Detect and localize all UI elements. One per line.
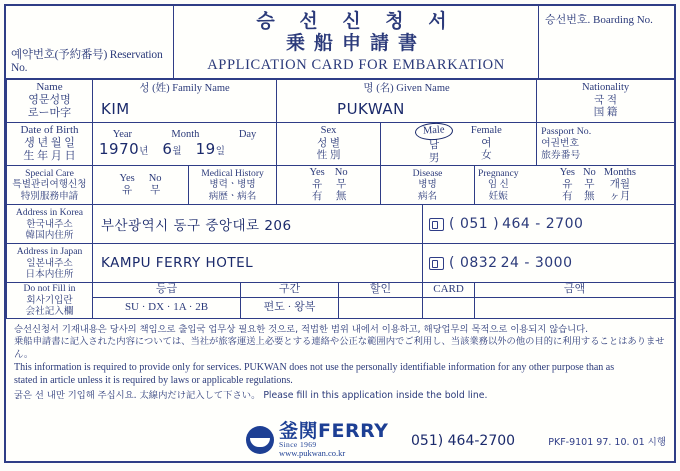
addr-japan-value-cell[interactable] [93,244,423,283]
medical-label-ko: 병력ㆍ병명 [209,179,256,191]
passport-label-ko: 여권번호 [541,137,579,149]
addr-korea-label-en: Address in Korea [15,207,84,219]
addr-japan-value: KAMPU FERRY HOTEL [101,255,254,272]
title-korean: 승 선 신 청 서 [256,9,456,32]
section-label: 구간 [241,283,339,298]
special-care-no[interactable] [149,173,162,198]
medical-history-label-cell [189,165,277,205]
special-care-options[interactable] [93,165,189,205]
discount-value[interactable] [339,297,423,318]
med-no-ko: 무 [336,178,347,190]
footer-line-en1: This information is required to provide only for services. PUKWAN does not use the personally identifiable information for any other purpose than as [14,361,615,373]
name-label-jp: 로ー마字 [27,107,72,120]
embarkation-card [4,4,676,463]
medical-yes[interactable] [309,167,324,204]
disease-label-en: Disease [412,167,443,179]
boarding-no-label: 승선번호. Boarding No. [538,6,674,78]
birth-label-ko: 생 년 월 일 [24,137,75,150]
passport-label-jp: 旅券番号 [541,149,581,161]
month-label: Month [171,128,200,140]
pregnancy-label-ko: 임 신 [487,179,509,191]
family-name-value: KIM [101,100,130,119]
ferry-logo-icon [246,426,274,454]
telephone-icon [429,257,444,270]
nationality-label-ko: 국 적 [594,94,618,106]
male-label-jp: 男 [428,152,440,164]
preg-yes-jp: 有 [562,191,573,203]
months-jp: ヶ月 [609,191,631,203]
pregnancy-inner [475,166,674,205]
day-value: 19 [195,139,216,158]
special-yes-en: Yes [119,172,135,184]
addr-japan-label-ko: 일본내주소 [26,257,73,269]
medical-no[interactable] [335,167,348,204]
addr-korea-label-cell [7,205,93,244]
logo-text-block [279,422,388,457]
birth-label-cell [7,122,93,165]
footer-line-en2: stated in article unless it is required by laws or applicable regulations. [14,375,293,387]
disease-cell[interactable] [381,165,475,205]
form-code: PKF-9101 97. 10. 01 시행 [548,437,666,448]
year-label: Year [112,128,133,140]
company-phone: 051) 464-2700 [411,433,516,449]
special-yes-ko: 유 [122,185,133,197]
given-name-cell[interactable] [277,80,537,123]
sex-options-cell[interactable] [381,122,537,165]
section-value[interactable]: 편도 · 왕복 [241,297,339,318]
special-care-yes[interactable] [119,173,134,198]
name-label-en: Name [36,81,63,94]
med-yes-en: Yes [309,166,325,178]
medical-yesno [277,167,380,204]
logo-since: Since 1969 [279,440,317,449]
card-header [6,6,674,79]
special-care-yesno [93,173,188,198]
addr-korea-label-ko: 한국내주소 [26,218,73,230]
name-label-ko: 영문성명 [28,94,71,107]
addr-japan-label-jp: 日本内住所 [25,269,74,281]
sex-label-cell [277,122,381,165]
row-name [7,80,675,123]
female-label-en: Female [470,125,502,137]
birth-date-cell[interactable] [93,122,277,165]
sex-label-ko: 성 별 [317,137,340,149]
preg-no-jp: 無 [584,191,595,203]
title-block [174,6,538,78]
sex-option-female[interactable] [462,125,511,162]
amount-value[interactable] [475,297,675,318]
year-value: 1970 [99,139,140,158]
footer-line-ko2: 굵은 선 내만 기입해 주십시요. 太線内だけ記入して下さい。 Please fill in this application inside the bold line. [14,389,488,401]
passport-labels [537,124,674,163]
grade-value[interactable]: SU · DX · 1A · 2B [93,297,241,318]
sex-option-male[interactable] [406,123,462,165]
addr-korea-tel-area: ( 051 ) [449,216,500,233]
addr-japan-label-cell [7,244,93,283]
addr-korea-tel-cell[interactable] [423,205,675,244]
pukwan-logo[interactable] [246,422,388,457]
family-name-label: 성 (姓) Family Name [139,83,230,95]
month-ko: 월 [172,146,182,157]
special-no-en: No [148,172,162,184]
pregnancy-cell[interactable] [475,165,675,205]
preg-yes-en: Yes [559,166,575,178]
year-ko: 년 [139,146,149,157]
card-value[interactable] [423,297,475,318]
male-label-ko: 남 [429,140,440,152]
footer-notes [6,319,674,402]
office-label-en: Do not Fill in [23,283,76,295]
sex-labels [277,123,380,165]
footer-line-jp: 乗船申請書に記入された内容については、当社が旅客運送上必要とする連絡や公正な範囲内でご利用し、当該業務以外の他の目的に利用することはありません。 [14,336,665,360]
office-label-jp: 会社記入欄 [25,306,74,318]
disease-labels [381,166,474,205]
preg-yes-ko: 유 [562,178,573,190]
pregnancy-months[interactable] [604,167,636,204]
amount-label: 금액 [475,283,675,298]
male-label-en: Male [415,122,453,141]
female-label-ko: 여 [481,137,492,149]
pregnancy-label-en: Pregnancy [478,167,519,179]
addr-korea-value-cell[interactable] [93,205,423,244]
pregnancy-label-jp: 妊娠 [488,190,508,202]
sex-label-jp: 性 別 [316,150,341,162]
telephone-icon [429,218,444,231]
addr-japan-tel-area: ( 0832 [449,255,498,272]
preg-no-ko: 무 [584,178,595,190]
day-ko: 일 [215,146,225,157]
birth-date-labels [93,128,276,140]
reservation-no-label: 예약번호(予約番号) Reservation No. [6,6,174,78]
sex-options [381,123,536,165]
special-care-label-ko: 특별관리여행신청 [12,179,87,191]
med-yes-jp: 有 [311,191,323,203]
row-office-labels [7,283,675,298]
medical-options[interactable] [277,165,381,205]
disease-label-jp: 病名 [417,190,438,202]
addr-japan-tel-number: 24 - 3000 [500,255,573,272]
name-label-cell [7,80,93,123]
logo-name: 釜関FERRY [279,420,389,442]
sex-label-en: Sex [320,124,337,136]
row-address-korea [7,205,675,244]
logo-url[interactable]: www.pukwan.co.kr [279,447,346,458]
row-birth [7,122,675,165]
birth-label-en: Date of Birth [20,124,79,137]
months-ko: 개월 [609,178,630,190]
medical-label-jp: 病歴ㆍ病名 [208,190,257,202]
given-name-value: PUKWAN [337,100,405,119]
grade-label: 등급 [93,283,241,298]
pregnancy-options [522,166,675,205]
month-value: 6 [162,139,173,158]
medical-label-en: Medical History [201,167,264,179]
special-care-label-cell [7,165,93,205]
row-address-japan [7,244,675,283]
addr-korea-tel-number: 464 - 2700 [502,216,584,233]
nationality-cell[interactable] [537,80,675,123]
med-no-en: No [334,166,348,178]
nationality-label [537,80,674,122]
addr-japan-tel-cell[interactable] [423,244,675,283]
pregnancy-labels [475,166,522,205]
office-label-ko: 회사기입란 [26,294,73,306]
birth-label-jp: 生 年 月 日 [23,150,76,163]
med-yes-ko: 유 [312,178,323,190]
title-english: APPLICATION CARD FOR EMBARKATION [207,57,505,74]
addr-korea-value: 부산광역시 동구 중앙대로 206 [101,218,292,235]
family-name-cell[interactable] [93,80,277,123]
addr-japan-phone [423,255,674,271]
nationality-label-jp: 国 籍 [593,107,618,119]
row-office-values [7,297,675,318]
row-special-care [7,165,675,205]
special-care-label-jp: 特別服務申請 [20,190,79,202]
form-grid [6,79,675,319]
med-no-jp: 無 [335,191,347,203]
day-label: Day [238,128,257,140]
pregnancy-yes[interactable] [560,167,575,204]
addr-japan-label-en: Address in Japan [16,246,83,258]
female-label-jp: 女 [481,150,492,162]
office-label-cell [7,283,93,319]
card-label: CARD [423,283,475,298]
passport-label-en: Passport No. [541,126,592,138]
months-en: Months [603,166,636,178]
addr-korea-label-jp: 韓国内住所 [25,230,74,242]
addr-korea-phone [423,216,674,232]
preg-no-en: No [582,166,596,178]
disease-label-ko: 병명 [418,179,437,191]
discount-label: 할인 [339,283,423,298]
special-care-label-en: Special Care [25,167,74,179]
special-no-ko: 무 [150,185,161,197]
pregnancy-no[interactable] [583,167,596,204]
bottom-bar [6,417,674,461]
nationality-label-en: Nationality [581,82,630,93]
passport-cell[interactable] [537,122,675,165]
footer-line-ko: 승선신청서 기재내용은 당사의 책임으로 출입국 업무상 필요한 것으로, 적법한 범위 내에서 이용하고, 해당업무의 목적으로 이용되지 않습니다. [14,323,589,335]
birth-date-values [93,140,276,160]
given-name-label: 명 (名) Given Name [363,83,450,95]
title-japanese: 乗船申請書 [285,31,426,54]
